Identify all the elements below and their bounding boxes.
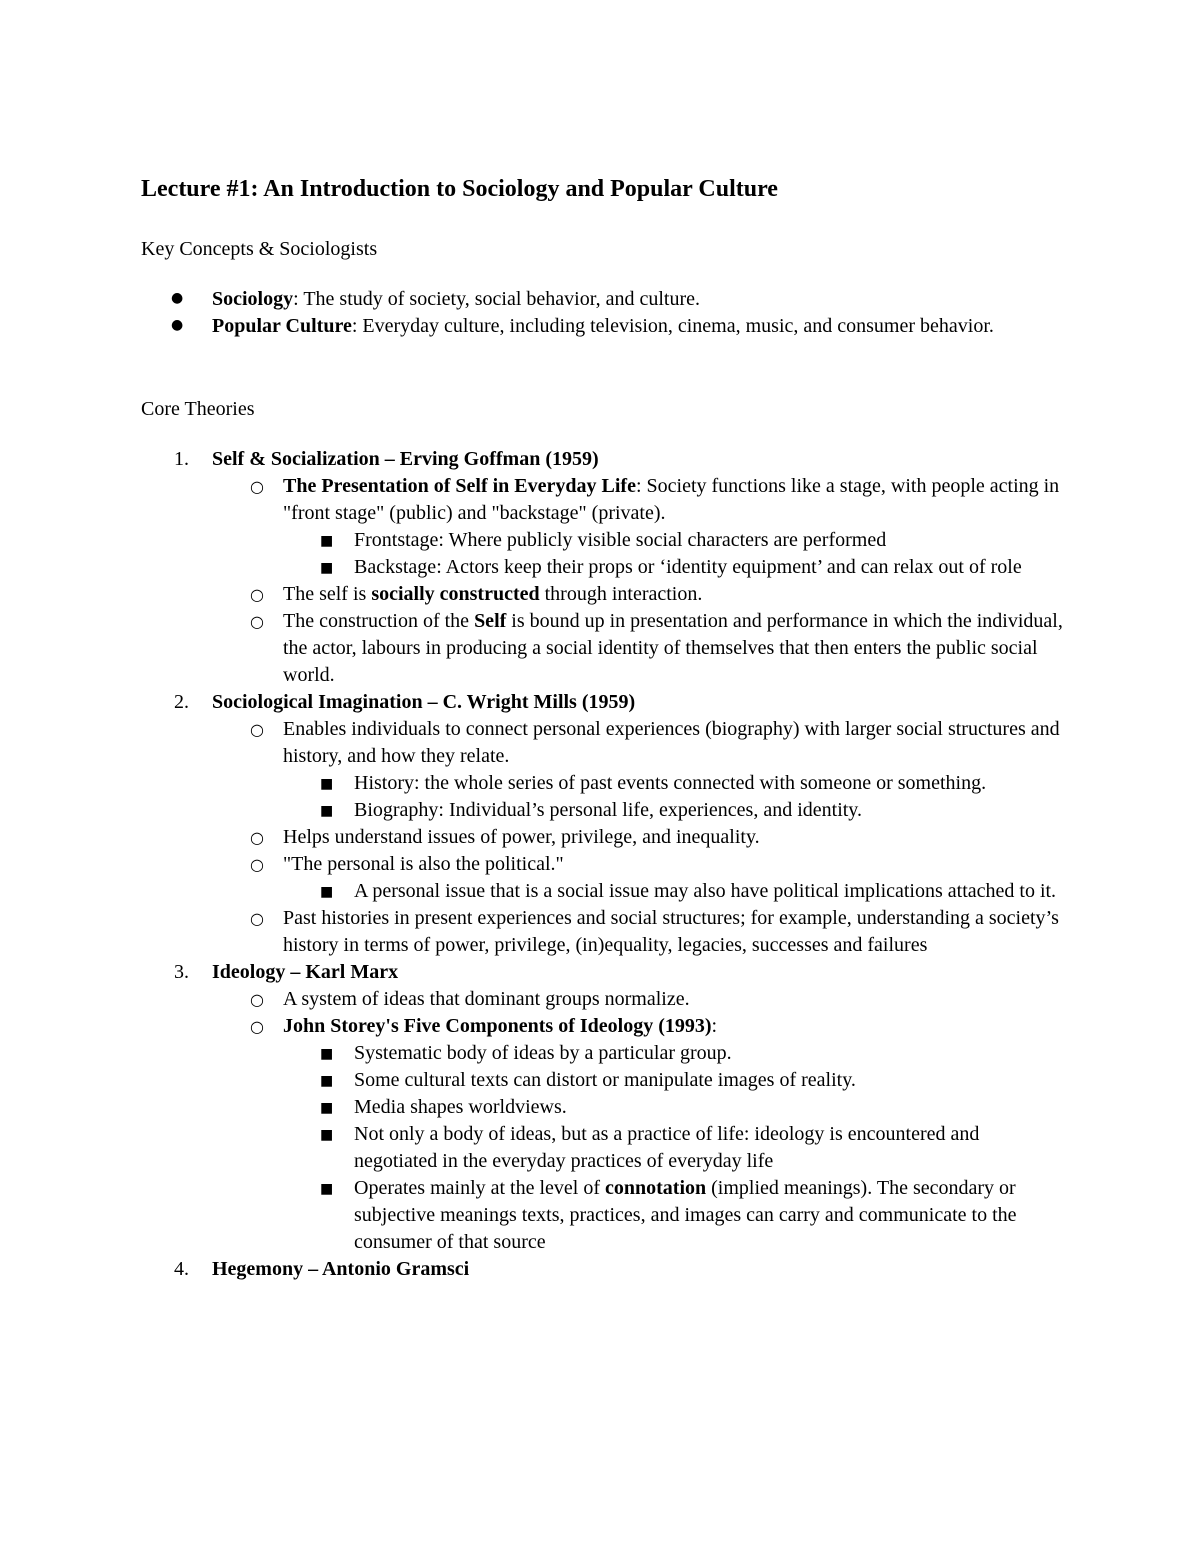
list-item: ■ Not only a body of ideas, but as a practice of life: ideology is encountered and negotiated in the everyday practices of everyday life [283,1121,1066,1175]
list-number: 1. [174,448,189,470]
list-item-text: : Society functions like a stage, with people acting in "front stage" (public) and "backstage" (private). [283,475,1060,524]
list-item [141,286,1061,313]
term-sociology: Sociology [212,288,294,310]
definition-sociology: : The study of society, social behavior, and culture. [293,288,700,310]
list-item-text: through interaction. [539,583,703,605]
theory-item-ideology [141,959,1066,1256]
list-item-text: The self is [283,583,372,605]
bold-term: The Presentation of Self in Everyday Life [283,475,636,497]
theory-item-self-socialization [141,446,1066,689]
term-popular-culture: Popular Culture [212,315,352,337]
section-heading-key-concepts: Key Concepts & Sociologists [141,238,378,260]
list-item: ■ Systematic body of ideas by a particular group. [283,1040,1066,1067]
list-item [141,313,1061,340]
list-item: ■ Frontstage: Where publicly visible social characters are performed [283,527,1066,554]
list-item: ■ Some cultural texts can distort or manipulate images of reality. [283,1067,1066,1094]
page-title: Lecture #1: An Introduction to Sociology and Popular Culture [141,176,778,202]
list-item: ■ A personal issue that is a social issue may also have political implications attached to it. [283,878,1066,905]
sub-sub-list [283,770,1066,824]
list-number: 4. [174,1258,189,1280]
list-item-text: is bound up in presentation and performance in which the individual, the actor, labours in producing a social identity of themselves that then enters the public social world. [283,610,1063,686]
bold-term: connotation [605,1177,707,1199]
list-item: ■ Backstage: Actors keep their props or ‘identity equipment’ and can relax out of role [283,554,1066,581]
list-item [212,473,1066,581]
list-item-text: : [711,1015,718,1037]
list-item-text: (implied meanings). The secondary or subjective meanings texts, practices, and images can carry and communicate to the consumer of that source [354,1177,1017,1253]
list-item-text: The construction of the [283,610,475,632]
theory-item-hegemony [141,1256,1066,1283]
sub-list [212,716,1066,959]
key-concepts-list [141,286,1061,340]
bold-term: socially constructed [371,583,540,605]
sub-sub-list [283,1040,1066,1256]
sub-list [212,473,1066,689]
definition-popular-culture: : Everyday culture, including television, cinema, music, and consumer behavior. [351,315,994,337]
list-item: ○ Helps understand issues of power, privilege, and inequality. [212,824,1066,851]
list-item [212,1013,1066,1256]
list-item: ○ Past histories in present experiences and social structures; for example, understanding a society’s history in terms of power, privilege, (in)equality, legacies, successes and failures [212,905,1066,959]
list-item-text: Operates mainly at the level of [354,1177,606,1199]
theory-heading: Hegemony – Antonio Gramsci [212,1258,470,1280]
list-item-text: Enables individuals to connect personal experiences (biography) with larger social structures and history, and how they relate. [283,718,1060,767]
theory-heading: Ideology – Karl Marx [212,961,399,983]
sub-sub-list [283,878,1066,905]
list-item: ■ Biography: Individual’s personal life, experiences, and identity. [283,797,1066,824]
section-heading-core-theories: Core Theories [141,398,255,420]
sub-sub-list [283,527,1066,581]
list-item-text: "The personal is also the political." [283,853,564,875]
list-number: 2. [174,691,189,713]
theory-heading: Self & Socialization – Erving Goffman (1959) [212,448,599,470]
list-number: 3. [174,961,189,983]
theory-heading: Sociological Imagination – C. Wright Mills (1959) [212,691,636,713]
theory-item-sociological-imagination [141,689,1066,959]
list-item [212,716,1066,824]
list-item [212,851,1066,905]
bold-term: Self [474,610,507,632]
list-item [212,608,1066,689]
list-item: ■ Media shapes worldviews. [283,1094,1066,1121]
list-item: ○ A system of ideas that dominant groups normalize. [212,986,1066,1013]
sub-list [212,986,1066,1256]
list-item [212,581,1066,608]
bold-term: John Storey's Five Components of Ideology (1993) [283,1015,712,1037]
list-item [283,1175,1066,1256]
core-theories-list [141,446,1066,1283]
list-item: ■ History: the whole series of past events connected with someone or something. [283,770,1066,797]
